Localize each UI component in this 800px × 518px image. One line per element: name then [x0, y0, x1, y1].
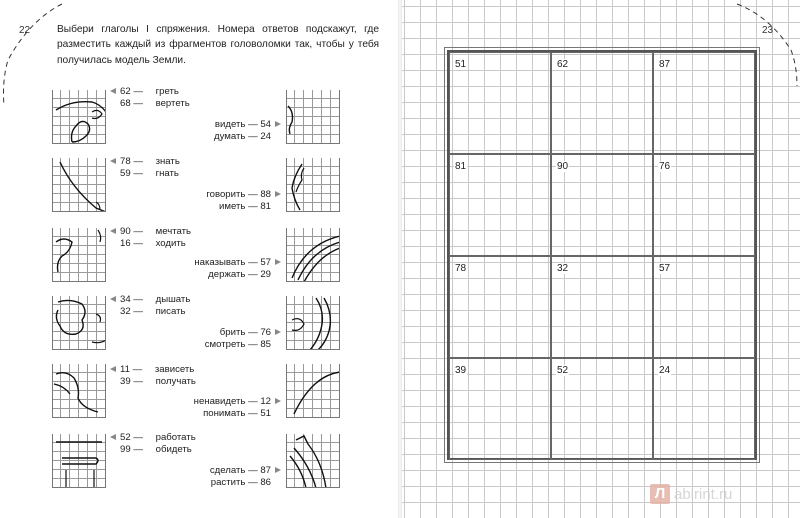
answer-grid [447, 50, 757, 460]
answer-number: 16 [120, 238, 131, 249]
verb-option[interactable]: зависеть [154, 364, 195, 375]
answer-cell[interactable] [653, 256, 755, 358]
dash: — [133, 432, 143, 443]
puzzle-tile-right[interactable] [286, 364, 340, 418]
answer-number: 39 [120, 376, 131, 387]
verb-option[interactable]: обидеть [155, 444, 192, 455]
earth-fragment-icon [286, 228, 340, 282]
dash: — [133, 156, 143, 167]
verb-option[interactable]: мечтать [155, 226, 192, 237]
arrow-right-icon [275, 467, 281, 473]
caption-right-row-4 [176, 327, 281, 351]
dash: — [248, 408, 258, 419]
earth-fragment-icon [52, 364, 106, 418]
arrow-right-icon [275, 259, 281, 265]
dash: — [248, 119, 258, 130]
verb-option[interactable]: понимать [203, 408, 246, 419]
answer-cell[interactable] [449, 154, 551, 256]
arrow-left-icon [110, 228, 116, 234]
answer-number: 87 [260, 465, 271, 476]
caption-left-row-3 [110, 226, 191, 250]
answer-number: 68 [120, 98, 131, 109]
answer-cell[interactable] [653, 358, 755, 460]
dash: — [248, 131, 258, 142]
cell-number: 90 [557, 161, 569, 172]
answer-number: 54 [260, 119, 271, 130]
caption-right-row-3 [176, 257, 281, 281]
cell-number: 62 [557, 59, 569, 70]
answer-cell[interactable] [551, 154, 653, 256]
verb-option[interactable]: иметь [219, 201, 246, 212]
cell-number: 76 [659, 161, 671, 172]
dash: — [248, 189, 258, 200]
answer-cell[interactable] [449, 256, 551, 358]
puzzle-tile-right[interactable] [286, 228, 340, 282]
verb-option[interactable]: получать [155, 376, 196, 387]
answer-number: 32 [120, 306, 131, 317]
dash: — [133, 238, 143, 249]
cell-number: 24 [659, 365, 671, 376]
verb-option[interactable]: говорить [206, 189, 246, 200]
cell-number: 78 [455, 263, 467, 274]
puzzle-tile-right[interactable] [286, 296, 340, 350]
verb-option[interactable]: думать [213, 131, 246, 142]
answer-number: 85 [260, 339, 271, 350]
caption-left-row-5 [110, 364, 196, 388]
arrow-left-icon [110, 296, 116, 302]
cell-number: 39 [455, 365, 467, 376]
puzzle-tile-left[interactable] [52, 90, 106, 144]
puzzle-tile-left[interactable] [52, 158, 106, 212]
answer-number: 88 [260, 189, 271, 200]
answer-cell[interactable] [653, 52, 755, 154]
verb-option[interactable]: писать [155, 306, 186, 317]
answer-number: 59 [120, 168, 131, 179]
answer-number: 52 [120, 432, 131, 443]
arrow-left-icon [110, 366, 116, 372]
verb-option[interactable]: знать [155, 156, 180, 167]
arrow-right-icon [275, 329, 281, 335]
answer-cell[interactable] [551, 358, 653, 460]
answer-cell[interactable] [653, 154, 755, 256]
cell-number: 51 [455, 59, 467, 70]
answer-number: 99 [120, 444, 131, 455]
verb-option[interactable]: вертеть [155, 98, 190, 109]
earth-fragment-icon [52, 90, 106, 144]
answer-number: 86 [260, 477, 271, 488]
verb-option[interactable]: держать [208, 269, 246, 280]
caption-right-row-1 [176, 119, 281, 143]
puzzle-tile-left[interactable] [52, 296, 106, 350]
caption-left-row-1 [110, 86, 190, 110]
dash: — [133, 306, 143, 317]
answer-number: 12 [260, 396, 271, 407]
dash: — [248, 339, 258, 350]
answer-number: 78 [120, 156, 131, 167]
earth-fragment-icon [286, 434, 340, 488]
earth-fragment-icon [286, 364, 340, 418]
answer-number: 24 [260, 131, 271, 142]
dash: — [248, 257, 258, 268]
cell-number: 87 [659, 59, 671, 70]
caption-left-row-6 [110, 432, 196, 456]
dash: — [133, 86, 143, 97]
answer-cell[interactable] [551, 52, 653, 154]
answer-number: 62 [120, 86, 131, 97]
cell-number: 52 [557, 365, 569, 376]
verb-option[interactable]: видеть [214, 119, 246, 130]
answer-cell[interactable] [449, 52, 551, 154]
answer-number: 90 [120, 226, 131, 237]
dash: — [133, 444, 143, 455]
puzzle-tile-left[interactable] [52, 228, 106, 282]
task-instruction: Выбери глаголы I спряжения. Номера ответов подскажут, где разместить каждый из фрагментов головоломки так, чтобы у тебя получилась модель Земли. [57, 24, 379, 66]
arrow-right-icon [275, 398, 281, 404]
verb-option[interactable]: сделать [209, 465, 246, 476]
page-number-left: 22 [19, 25, 31, 36]
watermark-text: abirint.ru [674, 485, 733, 503]
verb-option[interactable]: дышать [155, 294, 191, 305]
arrow-left-icon [110, 158, 116, 164]
verb-option[interactable]: наказывать [194, 257, 246, 268]
cell-number: 32 [557, 263, 569, 274]
verb-option[interactable]: ненавидеть [193, 396, 246, 407]
earth-fragment-icon [52, 158, 106, 212]
earth-fragment-icon [52, 296, 106, 350]
dash: — [248, 269, 258, 280]
arrow-right-icon [275, 121, 281, 127]
labirint-watermark [650, 484, 732, 504]
dash: — [133, 98, 143, 109]
puzzle-tile-left[interactable] [52, 364, 106, 418]
earth-fragment-icon [286, 296, 340, 350]
caption-left-row-4 [110, 294, 190, 318]
verb-option[interactable]: гнать [155, 168, 179, 179]
puzzle-tile-right[interactable] [286, 158, 340, 212]
verb-option[interactable]: брить [219, 327, 246, 338]
answer-number: 11 [120, 364, 130, 375]
caption-right-row-2 [176, 189, 281, 213]
dash: — [133, 226, 143, 237]
puzzle-tile-right[interactable] [286, 434, 340, 488]
answer-number: 76 [260, 327, 271, 338]
puzzle-tile-left[interactable] [52, 434, 106, 488]
verb-option[interactable]: греть [155, 86, 179, 97]
earth-fragment-icon [286, 90, 340, 144]
verb-option[interactable]: работать [155, 432, 196, 443]
answer-cell[interactable] [551, 256, 653, 358]
answer-number: 34 [120, 294, 131, 305]
answer-number: 29 [260, 269, 271, 280]
caption-left-row-2 [110, 156, 180, 180]
labirint-logo-icon: Л [650, 484, 670, 504]
arrow-left-icon [110, 434, 116, 440]
earth-fragment-icon [286, 158, 340, 212]
page-number-right: 23 [762, 25, 774, 36]
dash: — [133, 294, 143, 305]
dash: — [248, 327, 258, 338]
dash: — [248, 465, 258, 476]
dash: — [133, 376, 143, 387]
caption-right-row-5 [176, 396, 281, 420]
dash: — [132, 364, 143, 375]
answer-number: 81 [260, 201, 271, 212]
book-spine [398, 0, 402, 518]
verb-option[interactable]: ходить [155, 238, 186, 249]
arrow-right-icon [275, 191, 281, 197]
cell-number: 81 [455, 161, 467, 172]
earth-fragment-icon [52, 228, 106, 282]
caption-right-row-6 [176, 465, 281, 489]
answer-number: 51 [260, 408, 271, 419]
cell-number: 57 [659, 263, 671, 274]
earth-fragment-icon [52, 434, 106, 488]
verb-option[interactable]: растить [210, 477, 246, 488]
dash: — [248, 477, 258, 488]
verb-option[interactable]: смотреть [204, 339, 246, 350]
puzzle-tile-right[interactable] [286, 90, 340, 144]
dash: — [133, 168, 143, 179]
arrow-left-icon [110, 88, 116, 94]
dash: — [248, 201, 258, 212]
answer-number: 57 [260, 257, 271, 268]
dash: — [248, 396, 258, 407]
answer-cell[interactable] [449, 358, 551, 460]
